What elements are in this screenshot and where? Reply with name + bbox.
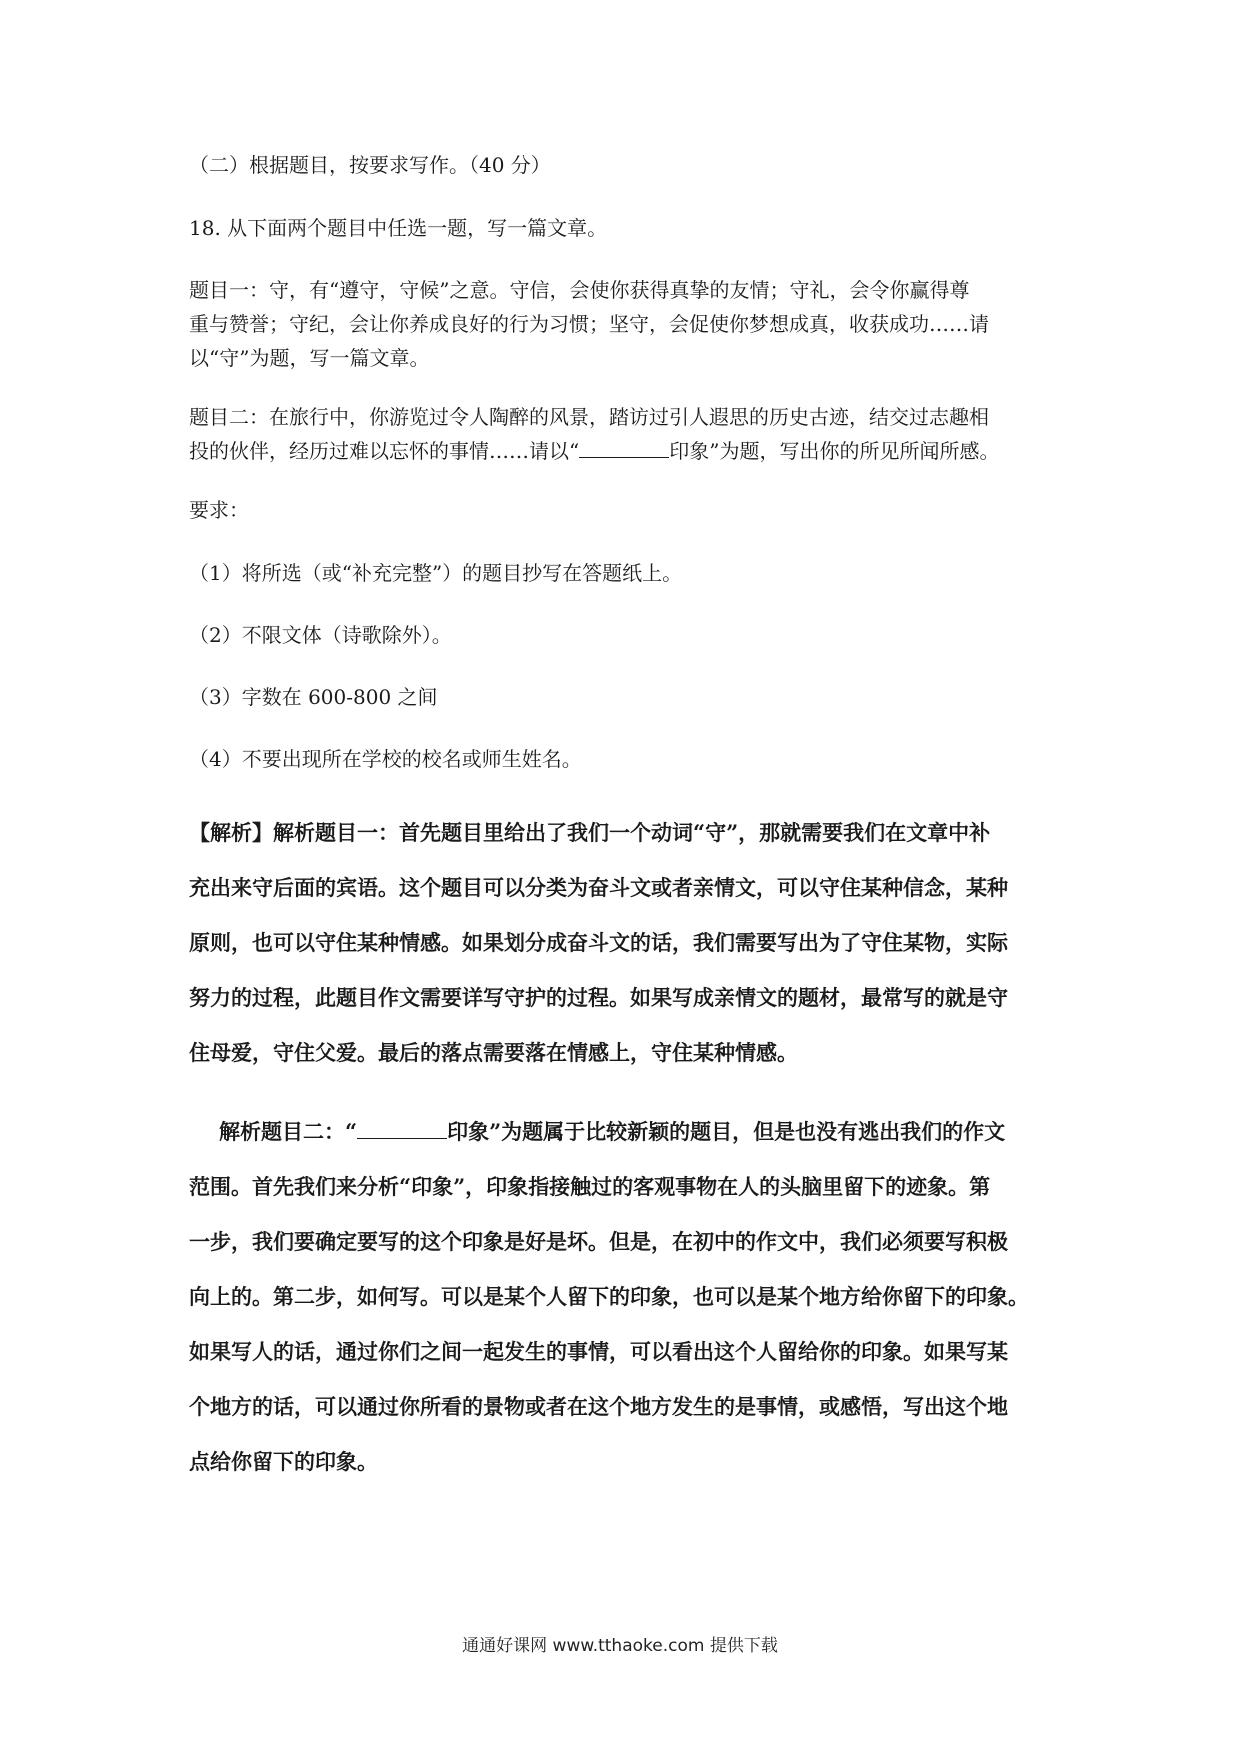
requirement-item: （4）不要出现所在学校的校名或师生姓名。	[189, 747, 582, 771]
analysis-one-line: 【解析】解析题目一：首先题目里给出了我们一个动词“守”，那就需要我们在文章中补	[189, 820, 991, 845]
analysis-one-line: 住母爱，守住父爱。最后的落点需要落在情感上，守住某种情感。	[189, 1040, 798, 1065]
analysis-one-line: 努力的过程，此题目作文需要详写守护的过程。如果写成亲情文的题材，最常写的就是守	[189, 985, 1008, 1010]
analysis-two-line: 个地方的话，可以通过你所看的景物或者在这个地方发生的是事情，或感悟，写出这个地	[189, 1394, 1008, 1419]
document-page	[189, 0, 1059, 1754]
topic-one	[189, 273, 1059, 375]
requirements-label: 要求：	[189, 498, 249, 522]
analysis-two-line: 一步，我们要确定要写的这个印象是好是坏。但是，在初中的作文中，我们必须要写积极	[189, 1229, 1008, 1254]
page-footer: 通通好课网 www.tthaoke.com 提供下载	[462, 1636, 778, 1656]
analysis-two-line: 向上的。第二步，如何写。可以是某个人留下的印象，也可以是某个地方给你留下的印象。	[189, 1284, 1029, 1309]
analysis-two	[189, 1104, 1059, 1489]
analysis-two-line: 点给你留下的印象。	[189, 1449, 378, 1474]
analysis-one-line: 原则，也可以守住某种情感。如果划分成奋斗文的话，我们需要写出为了守住某物，实际	[189, 930, 1008, 955]
topic-two-line: 投的伙伴，经历过难以忘怀的事情……请以“ 印象”为题，写出你的所见所闻所感。	[189, 439, 1000, 463]
fill-in-blank	[579, 441, 669, 458]
analysis-two-line: 范围。首先我们来分析“印象”，印象指接触过的客观事物在人的头脑里留下的迹象。第	[189, 1174, 991, 1199]
analysis-two-line: 解析题目二：“ 印象”为题属于比较新颖的题目，但是也没有逃出我们的作文	[219, 1119, 1006, 1144]
section-heading: （二）根据题目，按要求写作。（40 分）	[189, 153, 551, 177]
fill-in-blank	[357, 1122, 447, 1139]
topic-one-line: 以“守”为题，写一篇文章。	[189, 346, 430, 370]
requirement-item: （2）不限文体（诗歌除外）。	[189, 623, 452, 647]
topic-one-line: 题目一：守，有“遵守，守候”之意。守信，会使你获得真挚的友情；守礼，会令你赢得尊	[189, 278, 970, 302]
requirement-item: （3）字数在 600-800 之间	[189, 685, 438, 709]
topic-two	[189, 400, 1059, 468]
analysis-one-line: 充出来守后面的宾语。这个题目可以分类为奋斗文或者亲情文，可以守住某种信念，某种	[189, 875, 1008, 900]
topic-one-line: 重与赞誉；守纪，会让你养成良好的行为习惯；坚守，会促使你梦想成真，收获成功……请	[189, 312, 989, 336]
question-prompt: 18. 从下面两个题目中任选一题，写一篇文章。	[189, 216, 608, 240]
topic-two-line: 题目二：在旅行中，你游览过令人陶醉的风景，踏访过引人遐思的历史古迹，结交过志趣相	[189, 405, 989, 429]
analysis-one	[189, 805, 1059, 1080]
analysis-two-line: 如果写人的话，通过你们之间一起发生的事情，可以看出这个人留给你的印象。如果写某	[189, 1339, 1008, 1364]
requirement-item: （1）将所选（或“补充完整”）的题目抄写在答题纸上。	[189, 561, 683, 585]
